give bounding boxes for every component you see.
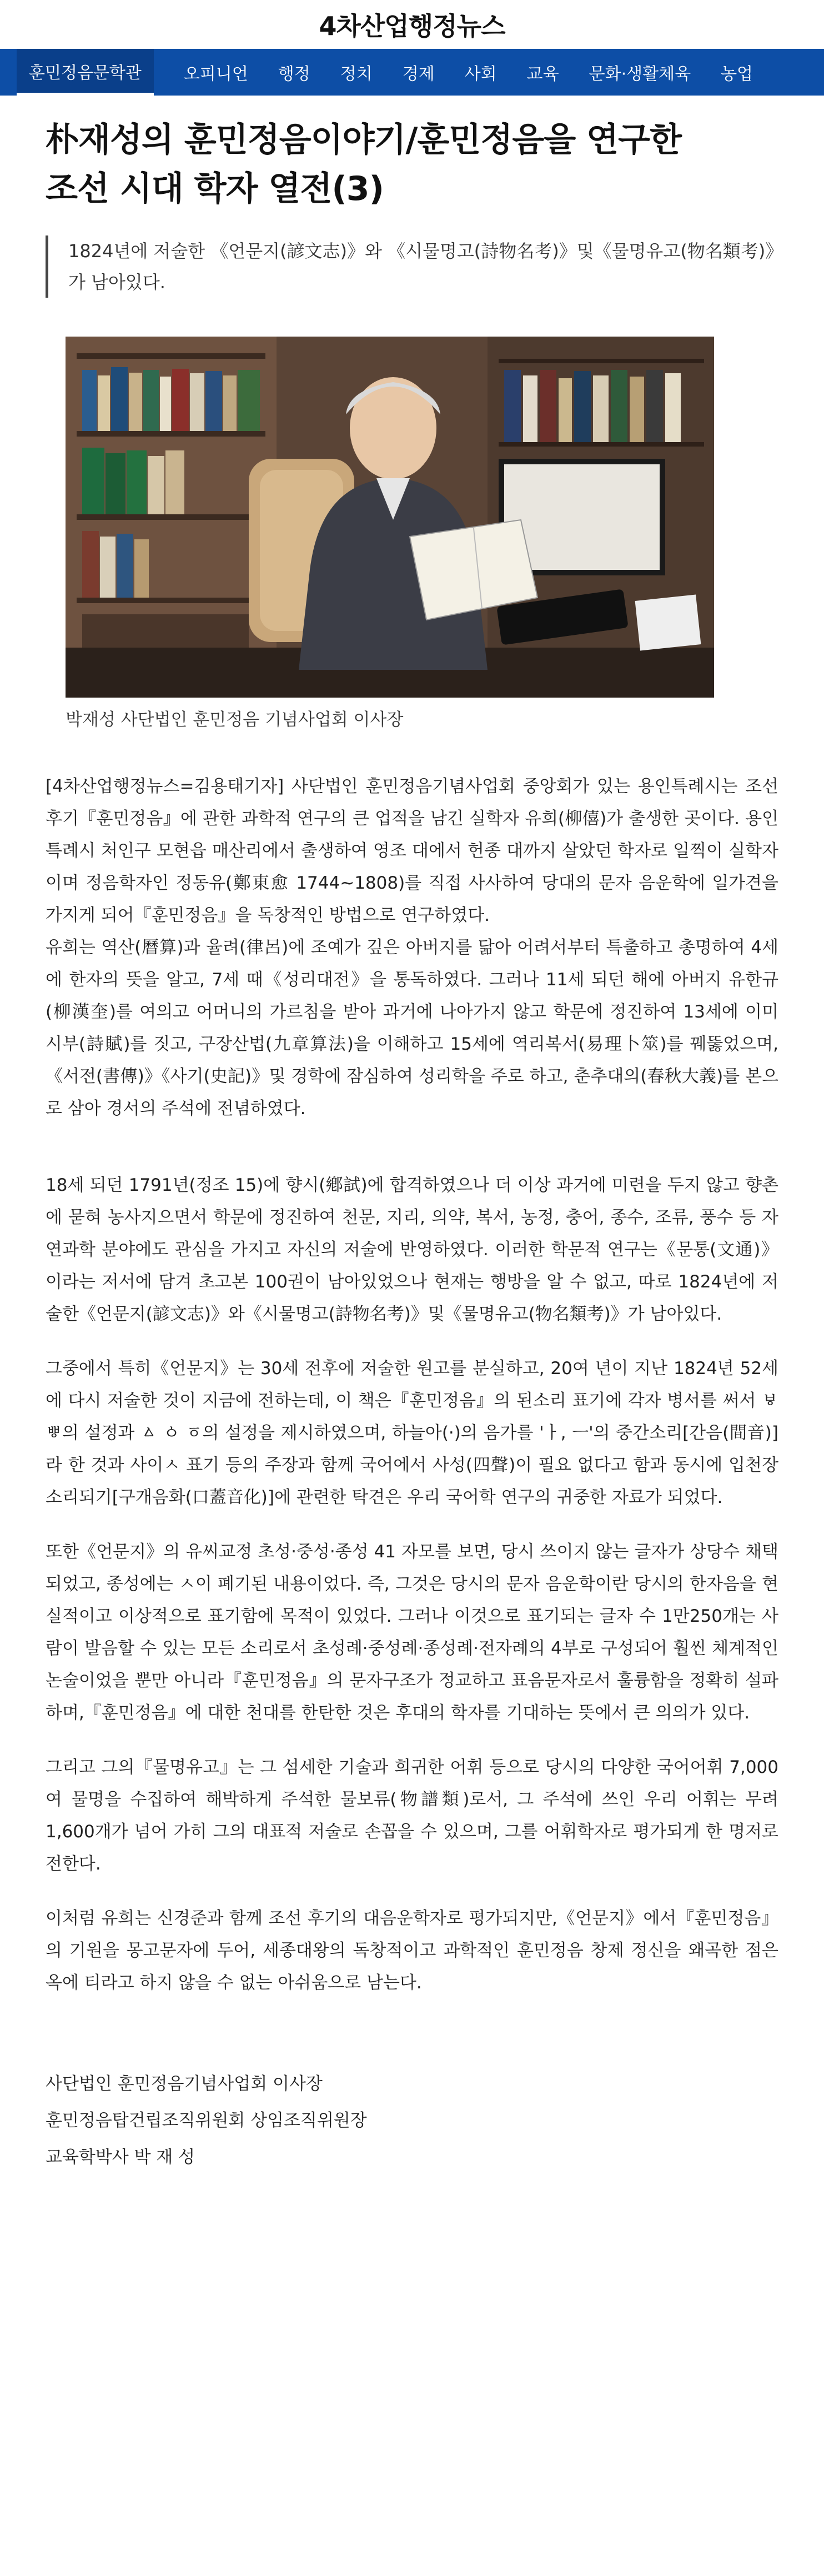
body-paragraph-6: 그리고 그의『물명유고』는 그 섬세한 기술과 희귀한 어휘 등으로 당시의 다양한 국어어휘 7,000여 물명을 수집하여 해박하게 주석한 물보류(物譜類)로서, 그 주석에 쓰인 우리 어휘는 무려 1,600개가 넘어 가히 그의 대표적 저술로 손꼽을 수 있으며, 그를 어휘학자로 평가되게 한 명저로 전한다. xyxy=(46,1757,778,1874)
article xyxy=(0,116,824,2176)
signature-line-3: 교육학박사 박 재 성 xyxy=(46,2147,195,2167)
masthead xyxy=(0,0,824,49)
photo-caption: 박재성 사단법인 훈민정음 기념사업회 이사장 xyxy=(66,710,404,730)
article-title xyxy=(46,116,778,213)
nav-item-hunminjeongeum[interactable]: 훈민정음문학관 xyxy=(17,49,154,96)
nav-item-education[interactable]: 교육 xyxy=(526,64,559,84)
body-paragraph-2: 유희는 역산(曆算)과 율려(律呂)에 조예가 깊은 아버지를 닮아 어려서부터 특출하고 총명하여 4세에 한자의 뜻을 알고, 7세 때《성리대전》을 통독하였다. 그러나 11세 되던 해에 아버지 유한규(柳漢奎)를 여의고 어머니의 가르침을 받아 과거에 나아가지 않고 학문에 정진하여 13세에 이미 시부(詩賦)를 짓고, 구장산법(九章算法)을 이해하고 15세에 역리복서(易理卜筮)를 꿰뚫었으며,《서전(書傳)》《사기(史記)》및 경학에 잠심하여 성리학을 주로 하고, 춘추대의(春秋大義)를 본으로 삼아 경서의 주석에 전념하였다. xyxy=(46,938,778,1119)
article-title-line1: 朴재성의 훈민정음이야기/훈민정음을 연구한 xyxy=(46,121,681,159)
site-logo[interactable]: 4차산업행정뉴스 xyxy=(319,11,505,41)
body-paragraph-7: 이처럼 유희는 신경준과 함께 조선 후기의 대음운학자로 평가되지만,《언문지》에서『훈민정음』의 기원을 몽고문자에 두어, 세종대왕의 독창적이고 과학적인 훈민정음 창제 정신을 왜곡한 점은 옥에 티라고 하지 않을 수 없는 아쉬움으로 남는다. xyxy=(46,1908,778,1993)
nav-item-economy[interactable]: 경제 xyxy=(402,64,435,84)
paragraph-gap xyxy=(46,1513,778,1536)
article-title-line2: 조선 시대 학자 열전(3) xyxy=(46,169,384,208)
photo-illustration xyxy=(66,337,714,698)
nav-item-society[interactable]: 사회 xyxy=(464,64,497,84)
signature-line-2: 훈민정음탑건립조직위원회 상임조직위원장 xyxy=(46,2111,367,2131)
article-figure xyxy=(66,337,778,730)
nav-item-opinion[interactable]: 오피니언 xyxy=(183,64,248,84)
article-body xyxy=(46,770,778,1999)
body-paragraph-4: 그중에서 특히《언문지》는 30세 전후에 저술한 원고를 분실하고, 20여 년이 지난 1824년 52세에 다시 저술한 것이 지금에 전하는데, 이 책은『훈민정음』의 된소리 표기에 각자 병서를 써서 ㅸ ㅹ의 설정과 ㅿ ㆁ ㆆ의 설정을 제시하였으며, 하늘아(·)의 음가를 'ㅏ, ㅡ'의 중간소리[간음(間音)]라 한 것과 사이ㅅ 표기 등의 주장과 함께 국어에서 사성(四聲)이 필요 없다고 함과 동시에 입천장 소리되기[구개음화(口蓋音化)]에 관련한 탁견은 우리 국어학 연구의 귀중한 자료가 되었다. xyxy=(46,1359,778,1507)
paragraph-gap xyxy=(46,1330,778,1352)
nav-item-agriculture[interactable]: 농업 xyxy=(721,64,753,84)
article-subtitle: 1824년에 저술한 《언문지(諺文志)》와 《시물명고(詩物名考)》및《물명유고(物名類考)》가 남아있다. xyxy=(46,235,778,298)
paragraph-gap xyxy=(46,1147,778,1169)
body-paragraph-1: [4차산업행정뉴스=김용태기자] 사단법인 훈민정음기념사업회 중앙회가 있는 용인특례시는 조선 후기『훈민정음』에 관한 과학적 연구의 큰 업적을 남긴 실학자 유희(柳僖)가 출생한 곳이다. 용인특례시 처인구 모현읍 매산리에서 출생하여 영조 대에서 헌종 대까지 살았던 학자로 일찍이 실학자이며 정음학자인 정동유(鄭東愈 1744~1808)를 직접 사사하여 당대의 문자 음운학에 일가견을 가지게 되어『훈민정음』을 독창적인 방법으로 연구하였다. xyxy=(46,776,778,925)
paragraph-gap xyxy=(46,1125,778,1147)
signature-line-1: 사단법인 훈민정음기념사업회 이사장 xyxy=(46,2074,323,2094)
main-nav xyxy=(0,49,824,96)
nav-item-politics[interactable]: 정치 xyxy=(340,64,373,84)
paragraph-gap xyxy=(46,1729,778,1751)
body-paragraph-3: 18세 되던 1791년(정조 15)에 향시(鄕試)에 합격하였으나 더 이상 과거에 미련을 두지 않고 향촌에 묻혀 농사지으면서 학문에 정진하여 천문, 지리, 의약, 복서, 농정, 충어, 종수, 조류, 풍수 등 자연과학 분야에도 관심을 가지고 자신의 저술에 반영하였다. 이러한 학문적 연구는《문통(文通)》이라는 저서에 담겨 초고본 100권이 남아있었으나 현재는 행방을 알 수 없고, 따로 1824년에 저술한《언문지(諺文志)》와《시물명고(詩物名考)》및《물명유고(物名類考)》가 남아있다. xyxy=(46,1175,778,1324)
nav-item-admin[interactable]: 행정 xyxy=(278,64,310,84)
paragraph-gap xyxy=(46,1880,778,1902)
author-signature xyxy=(46,2066,778,2176)
nav-item-culture[interactable]: 문화·생활체육 xyxy=(589,64,691,84)
person-at-desk-photo xyxy=(66,337,714,698)
body-paragraph-5: 또한《언문지》의 유씨교정 초성·중성·종성 41 자모를 보면, 당시 쓰이지 않는 글자가 상당수 채택되었고, 종성에는 ㅅ이 폐기된 내용이었다. 즉, 그것은 당시의 문자 음운학이란 당시의 한자음을 현실적이고 이상적으로 표기함에 목적이 있었다. 그러나 이것으로 표기되는 글자 수 1만250개는 사람이 발음할 수 있는 모든 소리로서 초성례·중성례·종성례·전자례의 4부로 구성되어 훨씬 체계적인 논술이었을 뿐만 아니라『훈민정음』의 문자구조가 정교하고 표음문자로서 훌륭함을 정확히 설파하며,『훈민정음』에 대한 천대를 한탄한 것은 후대의 학자를 기대하는 뜻에서 큰 의의가 있다. xyxy=(46,1542,778,1723)
